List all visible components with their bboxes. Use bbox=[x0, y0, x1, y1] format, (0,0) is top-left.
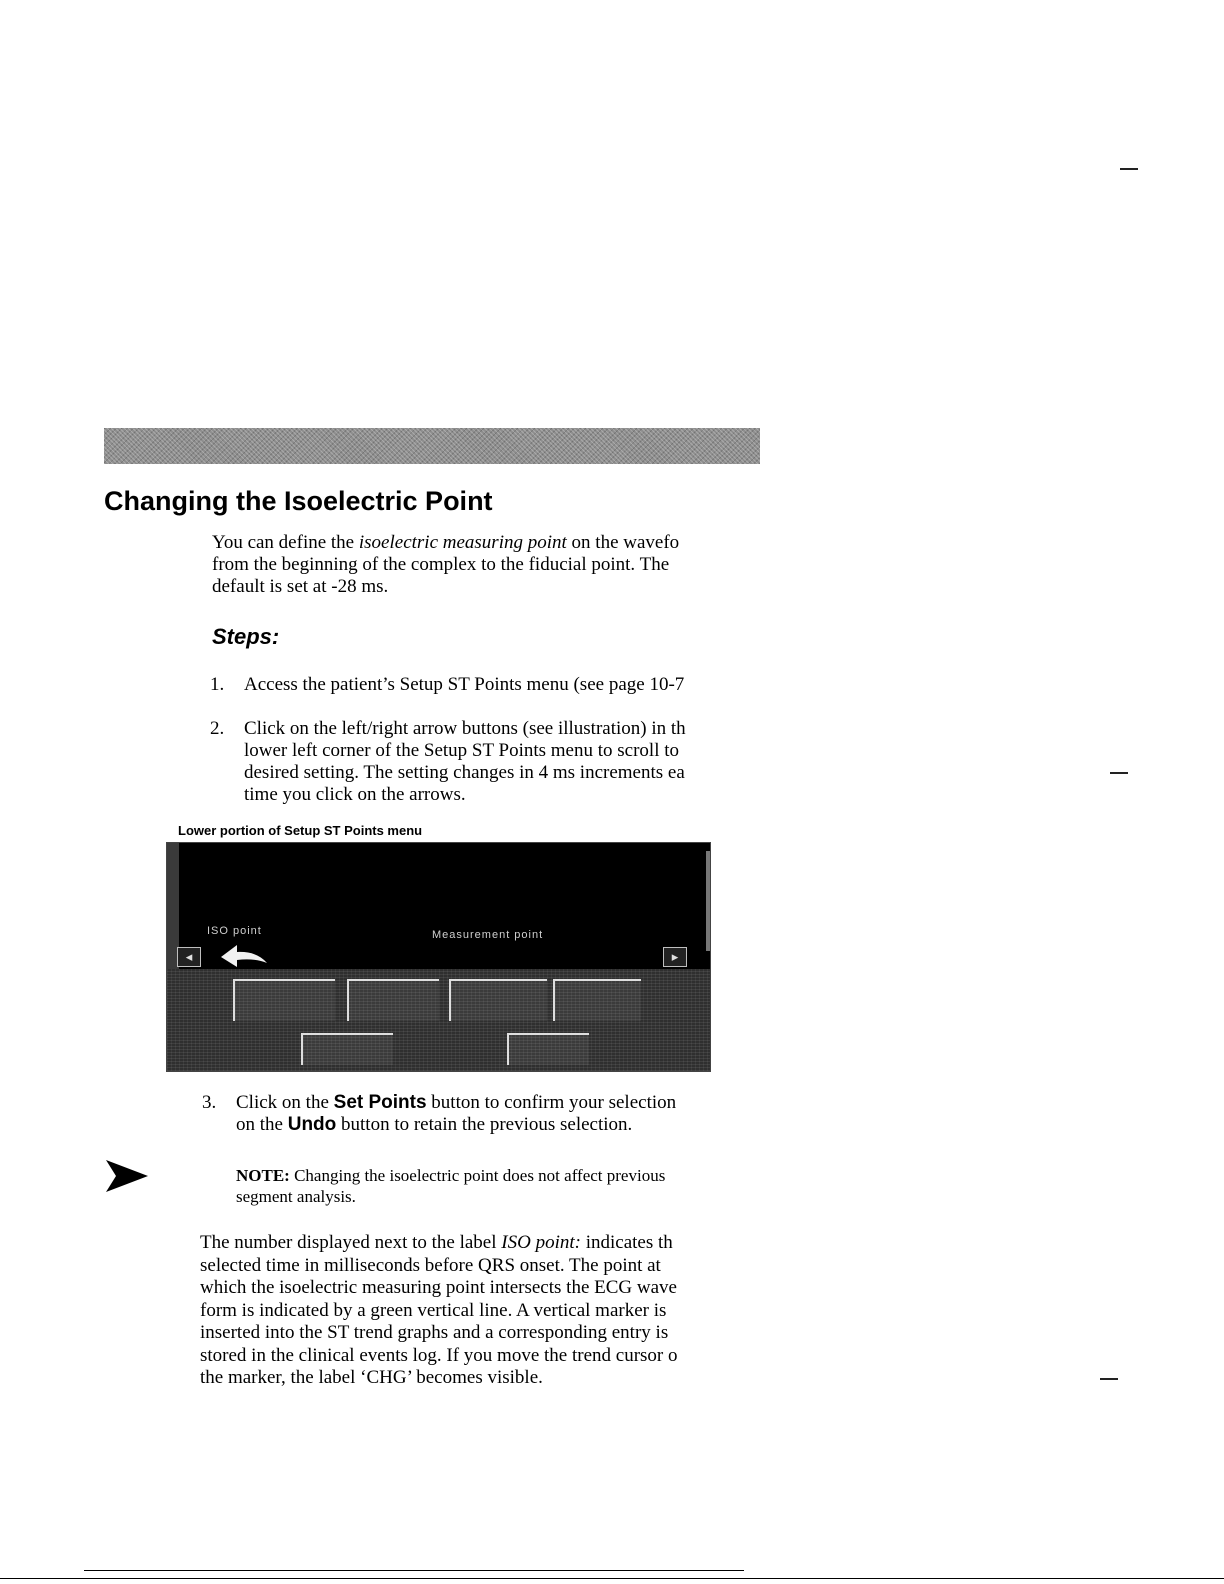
para-line-5: inserted into the ST trend graphs and a corresponding entry is bbox=[200, 1322, 669, 1343]
para-line-3: which the isoelectric measuring point intersects the ECG wave bbox=[200, 1277, 677, 1298]
measurement-point-label: Measurement point bbox=[432, 929, 544, 941]
note-label: NOTE: bbox=[236, 1166, 290, 1185]
footer-rule-bottom bbox=[0, 1578, 1224, 1579]
left-arrow-icon bbox=[217, 941, 273, 969]
intro-line-2: from the beginning of the complex to the fiducial point. The bbox=[212, 554, 670, 575]
iso-left-arrow-button[interactable]: ◂ bbox=[177, 947, 201, 967]
margin-mark bbox=[1110, 772, 1128, 774]
para-line-6: stored in the clinical events log. If you move the trend cursor o bbox=[200, 1344, 678, 1366]
step-3-number: 3. bbox=[202, 1092, 217, 1113]
lead-waveform-button-1[interactable] bbox=[233, 979, 335, 1021]
intro-line-3: default is set at -28 ms. bbox=[212, 576, 389, 597]
step-3-line-1: Click on the Set Points button to confirm your selection bbox=[236, 1092, 677, 1113]
step-3-line-2: on the Undo button to retain the previous selection. bbox=[236, 1114, 633, 1135]
section-title: Changing the Isoelectric Point bbox=[104, 486, 493, 516]
lead-waveform-button-4[interactable] bbox=[553, 979, 641, 1021]
step-2-line-3: desired setting. The setting changes in 4 ms increments ea bbox=[244, 762, 685, 783]
step-2-line-1: Click on the left/right arrow buttons (see illustration) in th bbox=[244, 718, 686, 739]
undo-term: Undo bbox=[287, 1114, 337, 1135]
explanation-paragraph bbox=[200, 1232, 760, 1390]
steps-heading: Steps: bbox=[212, 624, 280, 649]
lead-waveform-button-3[interactable] bbox=[449, 979, 547, 1021]
section-header-band bbox=[104, 428, 760, 464]
step-2-number: 2. bbox=[210, 718, 225, 739]
note-line-1: NOTE: Changing the isoelectric point does not affect previous bbox=[236, 1166, 666, 1185]
measurement-right-arrow-button[interactable]: ▸ bbox=[663, 947, 687, 967]
intro-paragraph bbox=[212, 532, 772, 598]
step-1 bbox=[210, 674, 770, 698]
para-line-7: the marker, the label ‘CHG’ becomes visible. bbox=[200, 1367, 543, 1388]
iso-point-label: ISO point bbox=[207, 925, 262, 937]
para-line-2: selected time in milliseconds before QRS onset. The point at bbox=[200, 1254, 661, 1276]
note-arrow-icon bbox=[104, 1158, 150, 1194]
lead-waveform-button-2[interactable] bbox=[347, 979, 439, 1021]
step-1-text: Access the patient’s Setup ST Points menu (see page 10-7 bbox=[244, 674, 685, 695]
figure-caption: Lower portion of Setup ST Points menu bbox=[178, 823, 423, 838]
lead-waveform-button-5[interactable] bbox=[301, 1033, 393, 1065]
note-line-2: segment analysis. bbox=[236, 1187, 356, 1206]
para-line-4: form is indicated by a green vertical line. A vertical marker is bbox=[200, 1299, 667, 1321]
step-2-line-4: time you click on the arrows. bbox=[244, 784, 466, 805]
step-3 bbox=[202, 1092, 762, 1140]
step-2-line-2: lower left corner of the Setup ST Points menu to scroll to bbox=[244, 740, 679, 761]
margin-mark bbox=[1100, 1378, 1118, 1380]
step-1-number: 1. bbox=[210, 674, 225, 695]
set-points-term: Set Points bbox=[333, 1092, 427, 1113]
para-line-1: The number displayed next to the label ISO point: indicates th bbox=[200, 1232, 673, 1253]
footer-rule bbox=[84, 1570, 744, 1571]
intro-line-1: You can define the isoelectric measuring point on the wavefo bbox=[212, 532, 680, 553]
step-2 bbox=[210, 718, 770, 810]
margin-mark bbox=[1120, 168, 1138, 170]
lead-waveform-button-6[interactable] bbox=[507, 1033, 589, 1065]
screen-right-edge bbox=[706, 851, 710, 951]
note-block bbox=[236, 1165, 756, 1207]
setup-st-points-screenshot bbox=[166, 842, 711, 1072]
